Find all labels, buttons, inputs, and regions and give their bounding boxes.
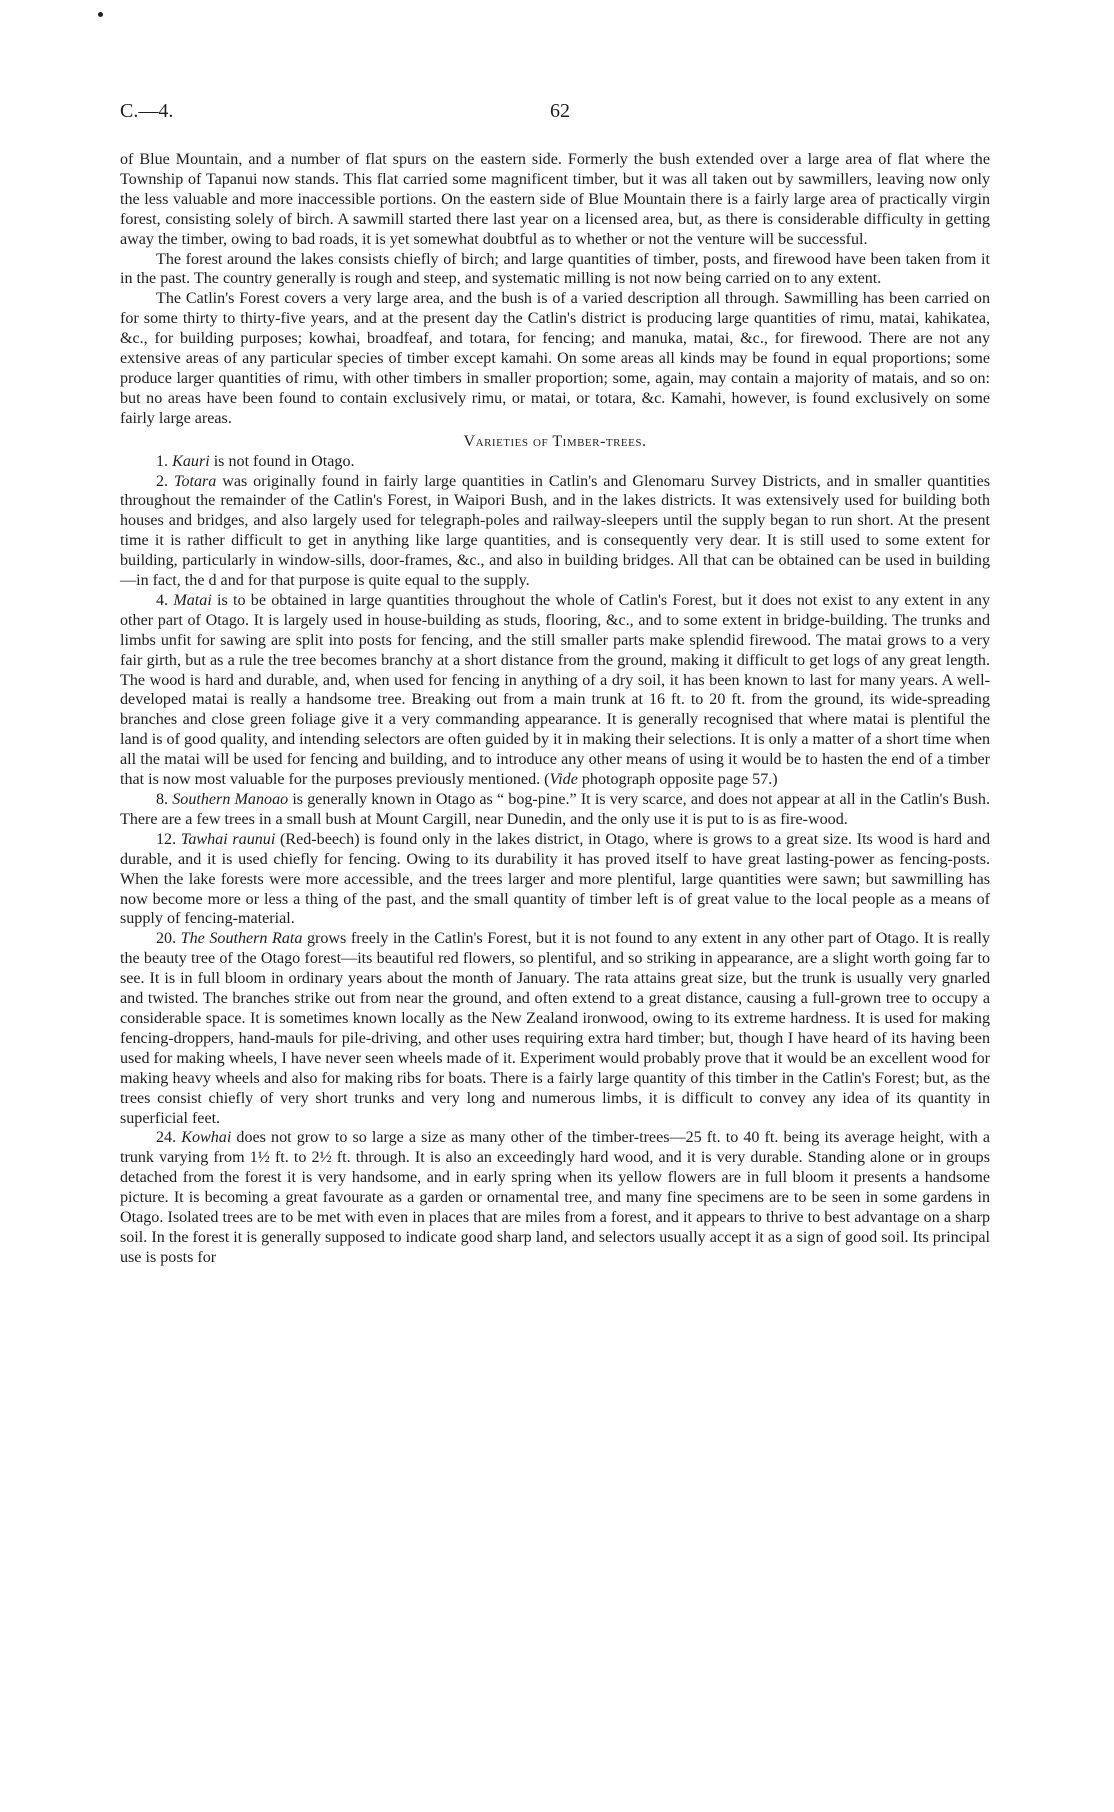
page-number: 62 [550, 100, 570, 122]
item-number: 2. [156, 472, 169, 490]
item-paragraph [120, 790, 990, 830]
item-number: 12. [156, 830, 177, 848]
item-text: is to be obtained in large quantities throughout the whole of Catlin's Forest, but it does not exist to any extent in any other part of Otago. It is largely used in house-building as studs, flooring, &c., and to some extent in bridge-building. The trunks and limbs unfit for sawing are split into posts for fencing, and the still smaller parts make splendid firewood. The matai grows to a very fair girth, but as a rule the tree becomes branchy at a short distance from the ground, making it difficult to get logs of any great length. The wood is hard and durable, and, when used for fencing in anything of a dry soil, it has been known to last for many years. A well-developed matai is really a handsome tree. Breaking out from a main trunk at 16 ft. to 20 ft. from the ground, its wide-spreading branches and close green foliage give it a very commanding appearance. It is generally recognised that where matai is plentiful the land is of good quality, and intending selectors are often guided by it in making their selections. It is only a matter of a short time when all the matai will be used for fencing and building, and to introduce any other means of using it would be to hasten the end of a timber that is now most valuable for the purposes previously mentioned. ( [120, 591, 990, 789]
item-text: (Red-beech) is found only in the lakes district, in Otago, where is grows to a great size. Its wood is hard and durable, and it is used chiefly for fencing. Owing to its durability it has proved itself to have great lasting-power as fencing-posts. When the lake forests were more accessible, and the trees larger and more plentiful, large quantities were sawn; but sawmilling has now become more or less a thing of the past, and the small quantity of timber left is of great value to the local people as a means of supply of fencing-material. [120, 830, 990, 928]
item-number: 4. [156, 591, 169, 609]
section-heading: Varieties of Timber-trees. [463, 432, 647, 450]
item-number: 20. [156, 930, 177, 948]
body-text [120, 150, 990, 1268]
item-paragraph [120, 591, 990, 790]
item-name: The Southern Rata [180, 930, 303, 948]
item-name: Southern Manoao [172, 791, 289, 808]
item-number: 8. [156, 791, 169, 808]
item-paragraph [120, 452, 990, 472]
item-name: Tawhai raunui [180, 830, 276, 848]
item-text-tail: photograph opposite page 57.) [577, 771, 778, 789]
page-header [120, 100, 990, 130]
paragraph: The Catlin's Forest covers a very large area, and the bush is of a varied description all through. Sawmilling has been carried on for some thirty to thirty-five years, and at the present day the Catlin's district is producing large quantities of rimu, matai, kahikatea, &c., for building purposes; kowhai, broadfeaf, and totara, for fencing; and manuka, matai, &c., for firewood. There are not any extensive areas of any particular species of timber except kamahi. On some areas all kinds may be found in equal proportions; some produce larger quantities of rimu, with other timbers in smaller proportion; some, again, may contain a majority of matais, and so on: but no areas have been found to contain exclusively rimu, or matai, or totara, &c. Kamahi, however, is found exclusively on some fairly large areas. [120, 290, 990, 427]
paragraph: The forest around the lakes consists chiefly of birch; and large quantities of timber, posts, and firewood have been taken from it in the past. The country generally is rough and steep, and systematic milling is not now being carried on to any extent. [120, 250, 990, 288]
item-paragraph [120, 472, 990, 591]
item-name: Totara [173, 472, 217, 490]
item-vide: Vide [549, 771, 578, 789]
item-name: Kauri [172, 452, 210, 470]
margin-mark [98, 12, 103, 17]
item-paragraph [120, 929, 990, 1128]
item-name: Kowhai [181, 1129, 232, 1147]
document-reference: C.—4. [120, 100, 174, 122]
item-paragraph [120, 1128, 990, 1267]
item-name: Matai [173, 591, 212, 609]
item-text: was originally found in fairly large quantities in Catlin's and Glenomaru Survey Districts, and in smaller quantities throughout the remainder of the Catlin's Forest, in Waipori Bush, and in the lakes districts. It was extensively used for building both houses and bridges, and also largely used for telegraph-poles and railway-sleepers until the supply began to run short. At the present time it is rather difficult to get in anything like large quantities, and is consequently very dear. It is still used to some extent for building, particularly in window-sills, door-frames, &c., and also in building bridges. All that can be obtained can be used in building—in fact, the d and for that purpose is quite equal to the supply. [120, 472, 990, 590]
item-number: 1. [156, 452, 169, 470]
item-text: is generally known in Otago as “ bog-pine.” It is very scarce, and does not appear at all in the Catlin's Bush. There are a few trees in a small bush at Mount Cargill, near Dunedin, and the only use it is put to is as fire-wood. [120, 791, 990, 828]
item-text: does not grow to so large a size as many other of the timber-trees—25 ft. to 40 ft. being its average height, with a trunk varying from 1½ ft. to 2½ ft. through. It is also an exceedingly hard wood, and it is very durable. Standing alone or in groups detached from the forest it is very handsome, and in early spring when its yellow flowers are in full bloom it presents a handsome picture. It is becoming a great favourate as a garden or ornamental tree, and many fine specimens are to be seen in some gardens in Otago. Isolated trees are to be met with even in places that are miles from a forest, and it appears to thrive to best advantage on a sharp soil. In the forest it is generally supposed to indicate good sharp land, and selectors usually accept it as a sign of good soil. Its principal use is posts for [120, 1129, 990, 1266]
item-text: is not found in Otago. [209, 452, 355, 470]
paragraph: of Blue Mountain, and a number of flat spurs on the eastern side. Formerly the bush extended over a large area of flat where the Township of Tapanui now stands. This flat carried some magnificent timber, but it was all taken out by sawmillers, leaving now only the less valuable and more inaccessible portions. On the eastern side of Blue Mountain there is a fairly large area of practically virgin forest, consisting solely of birch. A sawmill started there last year on a licensed area, but, as there is considerable difficulty in getting away the timber, owing to bad roads, it is yet somewhat doubtful as to whether or not the venture will be successful. [120, 151, 990, 248]
item-paragraph [120, 830, 990, 930]
item-number: 24. [156, 1129, 177, 1147]
item-text: grows freely in the Catlin's Forest, but it is not found to any extent in any other part of Otago. It is really the beauty tree of the Otago forest—its beautiful red flowers, so plentiful, and so striking in appearance, are a slight worth going far to see. It is in full bloom in ordinary years about the month of January. The rata attains great size, but the trunk is usually very gnarled and twisted. The branches strike out from near the ground, and often extend to a great distance, causing a full-grown tree to occupy a considerable space. It is sometimes known locally as the New Zealand ironwood, owing to its extreme hardness. It is used for making fencing-droppers, hand-mauls for pile-driving, and other uses requiring extra hard timber; but, though I have heard of its having been used for making wheels, I have never seen wheels made of it. Experiment would probably prove that it would be an excellent wood for making heavy wheels and also for making ribs for boats. There is a fairly large quantity of this timber in the Catlin's Forest; but, as the trees consist chiefly of very short trunks and very long and numerous limbs, it is difficult to convey any idea of its quantity in superficial feet. [120, 930, 990, 1127]
